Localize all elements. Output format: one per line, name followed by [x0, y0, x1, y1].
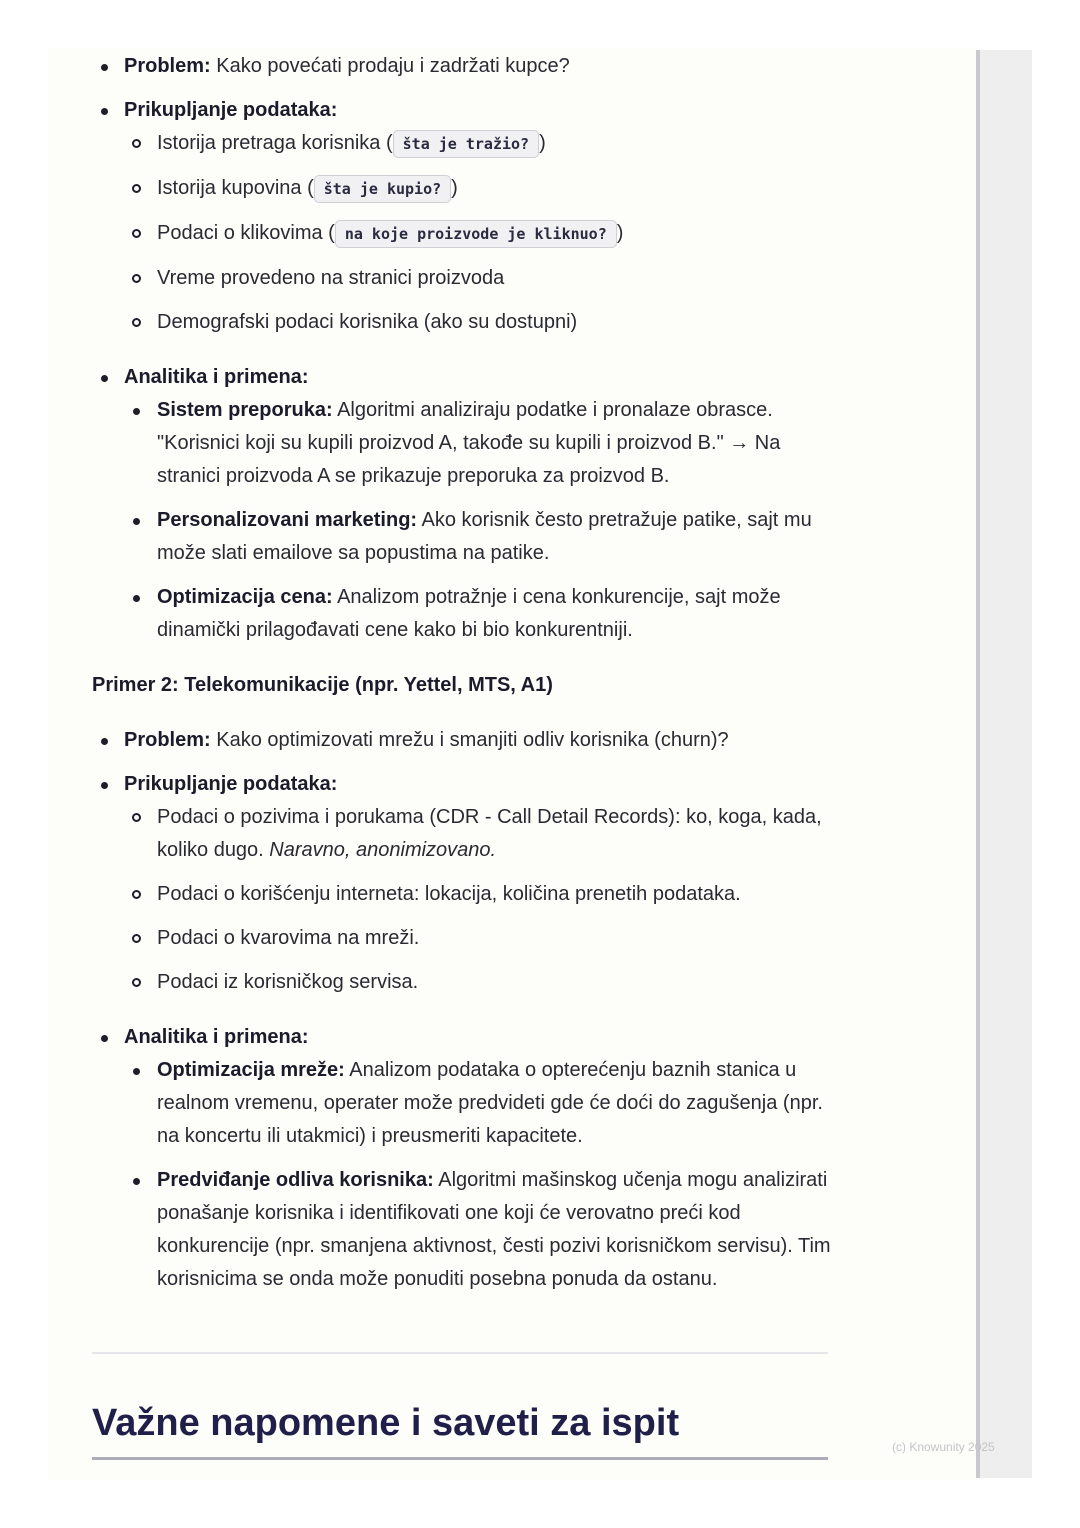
- list-item: Sistem preporuka: Algoritmi analiziraju podatke i pronalaze obrasce. "Korisnici koji su kupili proizvod A, takođe su kupili i proizvod B." → Na stranici proizvoda A se prikazuje preporuka za proizvod B.: [124, 394, 832, 493]
- sublist: [124, 394, 832, 647]
- example2-heading: Primer 2: Telekomunikacije (npr. Yettel, MTS, A1): [92, 674, 553, 696]
- list-item: Problem: Kako povećati prodaju i zadržati kupce?: [92, 50, 832, 83]
- section-title: Važne napomene i saveti za ispit: [92, 1402, 680, 1444]
- list-item: Vreme provedeno na stranici proizvoda: [124, 262, 832, 295]
- list-item: Demografski podaci korisnika (ako su dostupni): [124, 306, 832, 339]
- sublist: [124, 801, 832, 999]
- list-item: Problem: Kako optimizovati mrežu i smanjiti odliv korisnika (churn)?: [92, 724, 832, 757]
- list-item: Podaci o klikovima ( na koje proizvode je kliknuo? ): [124, 217, 832, 251]
- list-item: Istorija pretraga korisnika ( šta je tražio? ): [124, 127, 832, 161]
- list-item: Podaci iz korisničkog servisa.: [124, 966, 832, 999]
- sublist: [124, 127, 832, 339]
- sublist: [124, 1054, 832, 1296]
- watermark: (c) Knowunity 2025: [892, 1440, 995, 1454]
- list-item: Podaci o kvarovima na mreži.: [124, 922, 832, 955]
- list-item: Personalizovani marketing: Ako korisnik često pretražuje patike, sajt mu može slati emailove sa popustima na patike.: [124, 504, 832, 570]
- inline-code: šta je kupio?: [314, 175, 451, 203]
- list-item: Podaci o korišćenju interneta: lokacija, količina prenetih podataka.: [124, 878, 832, 911]
- list-item: Podaci o pozivima i porukama (CDR - Call Detail Records): ko, koga, kada, koliko dugo. Naravno, anonimizovano.: [124, 801, 832, 867]
- inline-code: šta je tražio?: [393, 130, 539, 158]
- list-item: Optimizacija cena: Analizom potražnje i cena konkurencije, sajt može dinamički prilagođavati cene kako bi bio konkurentniji.: [124, 581, 832, 647]
- document-content: [92, 50, 832, 1296]
- list-item: Istorija kupovina ( šta je kupio? ): [124, 172, 832, 206]
- list-item: Optimizacija mreže: Analizom podataka o opterećenju baznih stanica u realnom vremenu, operater može predvideti gde će doći do zagušenja (npr. na koncertu ili utakmici) i preusmeriti kapacitete.: [124, 1054, 832, 1153]
- list-item: Analitika i primena: Optimizacija mreže: Analizom podataka o opterećenju baznih stanica u realnom vremenu, operater može predvideti gde će doći do zagušenja (npr. na koncertu ili utakmici) i preusmeriti kapacitete. Predviđanje odliva korisnika: Algoritmi mašinskog učenja mogu analizirati ponašanje korisnika i identifikovati one koji će verovatno preći kod konkurencije (npr. smanjena aktivnost, česti pozivi korisničkom servisu). Tim korisnicima se onda može ponuditi posebna ponuda da ostanu.: [92, 1021, 832, 1296]
- list-item: Prikupljanje podataka: Podaci o pozivima i porukama (CDR - Call Detail Records): ko, koga, kada, koliko dugo. Naravno, anonimizovano. Podaci o korišćenju interneta: lokacija, količina prenetih podataka. Podaci o kvarovima na mreži. Podaci iz korisničkog servisa.: [92, 768, 832, 999]
- list-item: Prikupljanje podataka: Istorija pretraga korisnika ( šta je tražio? ) Istorija kupovina ( šta je kupio? ) Podaci o klikovima ( na koje proizvode je kliknuo? ) Vreme provedeno na stranici proizvoda Demografski podaci korisnika (ako su dostupni): [92, 94, 832, 339]
- list-item: Analitika i primena: Sistem preporuka: Algoritmi analiziraju podatke i pronalaze obrasce. "Korisnici koji su kupili proizvod A, takođe su kupili i proizvod B." → Na stranici proizvoda A se prikazuje preporuka za proizvod B. Personalizovani marketing: Ako korisnik često pretražuje patike, sajt mu može slati emailove sa popustima na patike. Optimizacija cena: Analizom potražnje i cena konkurencije, sajt može dinamički prilagođavati cene kako bi bio konkurentniji.: [92, 361, 832, 647]
- scrollbar[interactable]: [976, 50, 1032, 1478]
- divider: [92, 1352, 828, 1354]
- example2-list: [92, 724, 832, 1296]
- inline-code: na koje proizvode je kliknuo?: [335, 220, 617, 248]
- title-underline: [92, 1457, 828, 1460]
- example1-list: [92, 50, 832, 647]
- list-item: Predviđanje odliva korisnika: Algoritmi mašinskog učenja mogu analizirati ponašanje korisnika i identifikovati one koji će verovatno preći kod konkurencije (npr. smanjena aktivnost, česti pozivi korisničkom servisu). Tim korisnicima se onda može ponuditi posebna ponuda da ostanu.: [124, 1164, 832, 1296]
